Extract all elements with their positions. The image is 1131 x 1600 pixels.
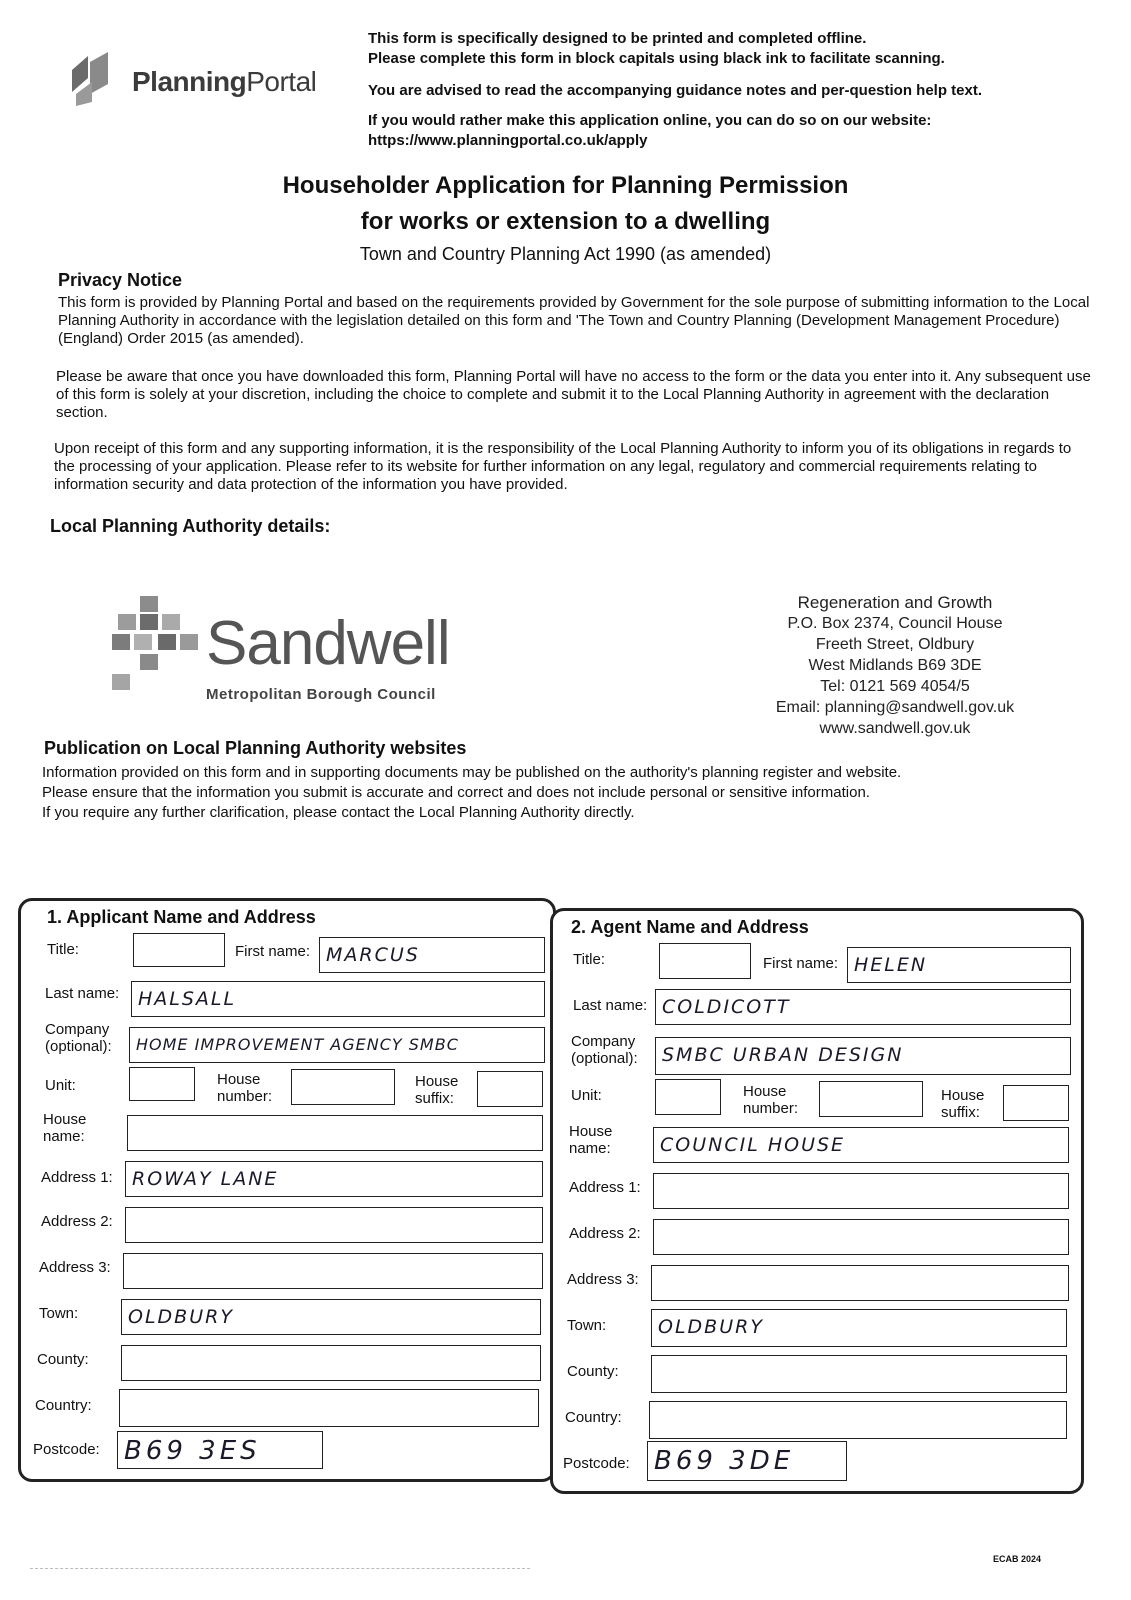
country-label: Country: — [565, 1409, 622, 1426]
lpa-address-line: Tel: 0121 569 4054/5 — [820, 678, 970, 695]
county-label: County: — [567, 1363, 619, 1380]
sandwell-wordmark: Sandwell — [206, 609, 450, 678]
address2-label: Address 2: — [41, 1213, 113, 1230]
publication-heading: Publication on Local Planning Authority websites — [44, 738, 467, 758]
planning-portal-logo-icon — [62, 48, 122, 108]
instruction-line: You are advised to read the accompanying guidance notes and per-question help text. — [368, 82, 983, 99]
lpa-website[interactable]: www.sandwell.gov.uk — [819, 720, 971, 737]
privacy-heading: Privacy Notice — [58, 270, 183, 290]
form-title-line2: for works or extension to a dwelling — [360, 208, 771, 235]
instruction-line: If you would rather make this application online, you can do so on our website: — [368, 112, 932, 129]
logo-bold-text: Planning — [132, 66, 247, 97]
address3-label: Address 3: — [567, 1271, 639, 1288]
agent-address1-field[interactable] — [653, 1173, 1069, 1209]
privacy-paragraph: Please be aware that once you have downloaded this form, Planning Portal will have no access to the form or the data you enter into it. Any subsequent use of this form is solely at your discretion, including the choice to complete and submit it to the Local Planning Authority in agreement with the declaration section. — [56, 368, 1091, 421]
title-label: Title: — [573, 951, 605, 968]
agent-town-field[interactable]: OLDBURY — [651, 1309, 1067, 1347]
applicant-country-field[interactable] — [119, 1389, 539, 1427]
applicant-company-field[interactable]: HOME IMPROVEMENT AGENCY SMBC — [129, 1027, 545, 1063]
applicant-postcode-field[interactable]: B69 3ES — [117, 1431, 323, 1469]
agent-address3-field[interactable] — [651, 1265, 1069, 1301]
publication-line: If you require any further clarification, please contact the Local Planning Authority directly. — [42, 804, 635, 821]
house-number-label: House number: — [217, 1071, 273, 1105]
applicant-county-field[interactable] — [121, 1345, 541, 1381]
form-title-line1: Householder Application for Planning Permission — [282, 172, 849, 199]
house-suffix-label: House suffix: — [415, 1073, 459, 1107]
sandwell-subtitle: Metropolitan Borough Council — [206, 686, 436, 703]
applicant-address2-field[interactable] — [125, 1207, 543, 1243]
publication-line: Please ensure that the information you submit is accurate and correct and does not include personal or sensitive information. — [42, 784, 870, 801]
lpa-address-line: Freeth Street, Oldbury — [815, 636, 975, 653]
house-suffix-label: House suffix: — [941, 1087, 985, 1121]
county-label: County: — [37, 1351, 89, 1368]
agent-heading: 2. Agent Name and Address — [571, 917, 809, 937]
house-name-label: House name: — [43, 1111, 87, 1145]
postcode-label: Postcode: — [563, 1455, 630, 1472]
privacy-paragraph: This form is provided by Planning Portal and based on the requirements provided by Government for the sole purpose of submitting information to the Local Planning Authority in accordance with the legislation detailed on this form and 'The Town and Country Planning (Development Management Procedure) (England) Order 2015 (as amended). — [58, 294, 1090, 347]
agent-house-suffix-field[interactable] — [1003, 1085, 1069, 1121]
applicant-house-name-field[interactable] — [127, 1115, 543, 1151]
agent-last-name-field[interactable]: COLDICOTT — [655, 989, 1071, 1025]
instruction-line: This form is specifically designed to be printed and completed offline. — [368, 30, 867, 47]
agent-address2-field[interactable] — [653, 1219, 1069, 1255]
applicant-unit-field[interactable] — [129, 1067, 195, 1101]
applicant-last-name-field[interactable]: HALSALL — [131, 981, 545, 1017]
agent-house-number-field[interactable] — [819, 1081, 923, 1117]
agent-title-field[interactable] — [659, 943, 751, 979]
agent-country-field[interactable] — [649, 1401, 1067, 1439]
scan-artifact-line — [30, 1568, 530, 1570]
applicant-town-field[interactable]: OLDBURY — [121, 1299, 541, 1335]
agent-postcode-field[interactable]: B69 3DE — [647, 1441, 847, 1481]
postcode-label: Postcode: — [33, 1441, 100, 1458]
lpa-email[interactable]: Email: planning@sandwell.gov.uk — [775, 699, 1015, 716]
title-label: Title: — [47, 941, 79, 958]
address1-label: Address 1: — [41, 1169, 113, 1186]
applicant-address3-field[interactable] — [123, 1253, 543, 1289]
first-name-label: First name: — [235, 943, 311, 960]
publication-line: Information provided on this form and in supporting documents may be published on the authority's planning register and website. — [42, 764, 902, 781]
sandwell-logo-icon — [112, 596, 202, 706]
last-name-label: Last name: — [45, 985, 120, 1002]
form-subtitle: Town and Country Planning Act 1990 (as amended) — [359, 244, 772, 264]
agent-company-field[interactable]: SMBC URBAN DESIGN — [655, 1037, 1071, 1075]
applicant-heading: 1. Applicant Name and Address — [47, 907, 316, 927]
lpa-address-line: West Midlands B69 3DE — [808, 657, 982, 674]
privacy-paragraph: Upon receipt of this form and any supporting information, it is the responsibility of the Local Planning Authority to inform you of its obligations in regards to the processing of your application. Please refer to its website for further information on any legal, regulatory and commercial requirements relating to information security and data protection of the information you have provided. — [54, 440, 1072, 493]
agent-house-name-field[interactable]: COUNCIL HOUSE — [653, 1127, 1069, 1163]
house-name-label: House name: — [569, 1123, 613, 1157]
country-label: Country: — [35, 1397, 92, 1414]
instruction-line: Please complete this form in block capitals using black ink to facilitate scanning. — [368, 50, 945, 67]
applicant-house-suffix-field[interactable] — [477, 1071, 543, 1107]
planning-portal-wordmark — [132, 66, 316, 98]
house-number-label: House number: — [743, 1083, 799, 1117]
applicant-section — [18, 898, 556, 1482]
lpa-heading: Local Planning Authority details: — [50, 516, 331, 536]
unit-label: Unit: — [571, 1087, 602, 1104]
agent-county-field[interactable] — [651, 1355, 1067, 1393]
agent-unit-field[interactable] — [655, 1079, 721, 1115]
town-label: Town: — [39, 1305, 79, 1322]
last-name-label: Last name: — [573, 997, 648, 1014]
first-name-label: First name: — [763, 955, 839, 972]
applicant-title-field[interactable] — [133, 933, 225, 967]
applicant-first-name-field[interactable]: MARCUS — [319, 937, 545, 973]
lpa-address — [745, 592, 1045, 739]
agent-section — [550, 908, 1084, 1494]
company-label: Company (optional): — [45, 1021, 112, 1055]
address1-label: Address 1: — [569, 1179, 641, 1196]
lpa-address-line: P.O. Box 2374, Council House — [787, 615, 1003, 632]
apply-url-link[interactable]: https://www.planningportal.co.uk/apply — [368, 132, 648, 149]
address2-label: Address 2: — [569, 1225, 641, 1242]
address3-label: Address 3: — [39, 1259, 111, 1276]
form-code: ECAB 2024 — [992, 1554, 1041, 1564]
company-label: Company (optional): — [571, 1033, 638, 1067]
logo-light-text: Portal — [246, 66, 317, 97]
applicant-house-number-field[interactable] — [291, 1069, 395, 1105]
town-label: Town: — [567, 1317, 607, 1334]
lpa-address-line: Regeneration and Growth — [797, 593, 993, 612]
applicant-address1-field[interactable]: ROWAY LANE — [125, 1161, 543, 1197]
agent-first-name-field[interactable]: HELEN — [847, 947, 1071, 983]
unit-label: Unit: — [45, 1077, 76, 1094]
